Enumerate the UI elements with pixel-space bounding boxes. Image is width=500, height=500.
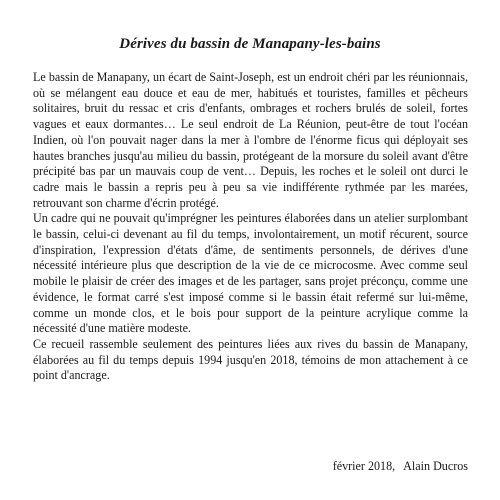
- document-title: Dérives du bassin de Manapany-les-bains: [119, 36, 381, 52]
- paragraph-2: Un cadre qui ne pouvait qu'imprégner les peintures élaborées dans un atelier surplombant le bassin, celui-ci devenant au fil du temps, involontairement, un motif récurent, source d'inspiration, l'expression d'états d'âme, de sentiments personnels, de dérives d'une nécessité intérieure plus que description de la vie de ce microcosme. Avec comme seul mobile le plaisir de créer des images et de les partager, sans projet préconçu, comme une évidence, le format carré s'est imposé comme si le bassin était refermé sur lui-même, comme un monde clos, et le bois pour support de la peinture acrylique comme la nécessité d'une matière modeste.: [33, 211, 468, 336]
- signature-author: Alain Ducros: [403, 459, 468, 473]
- signature-date: février 2018,: [332, 459, 396, 473]
- paragraph-3: Ce recueil rassemble seulement des peintures liées aux rives du bassin de Manapany, élaborées au fil du temps depuis 1994 jusqu'en 2018, témoins de mon attachement à ce point d'ancrage.: [33, 336, 468, 383]
- paragraph-1: Le bassin de Manapany, un écart de Saint-Joseph, est un endroit chéri par les réunionnais, où se mélangent eau douce et eau de mer, habitués et touristes, familles et pêcheurs solitaires, bruit du ressac et cris d'enfants, ombrages et rochers brulés de soleil, fortes vagues et eaux dormantes… Le seul endroit de La Réunion, peut-être de tout l'océan Indien, où l'on pouvait nager dans la mer à l'ombre de l'énorme ficus qui déployait ses hautes branches jusqu'au milieu du bassin, protégeant de la morsure du soleil avant d'être précipité bas par un mauvais coup de vent… Depuis, les roches et le soleil ont durci le cadre mais le bassin a repris peu à peu sa vie indifférente rythmée par les marées, retrouvant son charme d'écrin protégé.: [33, 70, 468, 210]
- signature: [333, 459, 468, 474]
- document-body: [33, 70, 468, 384]
